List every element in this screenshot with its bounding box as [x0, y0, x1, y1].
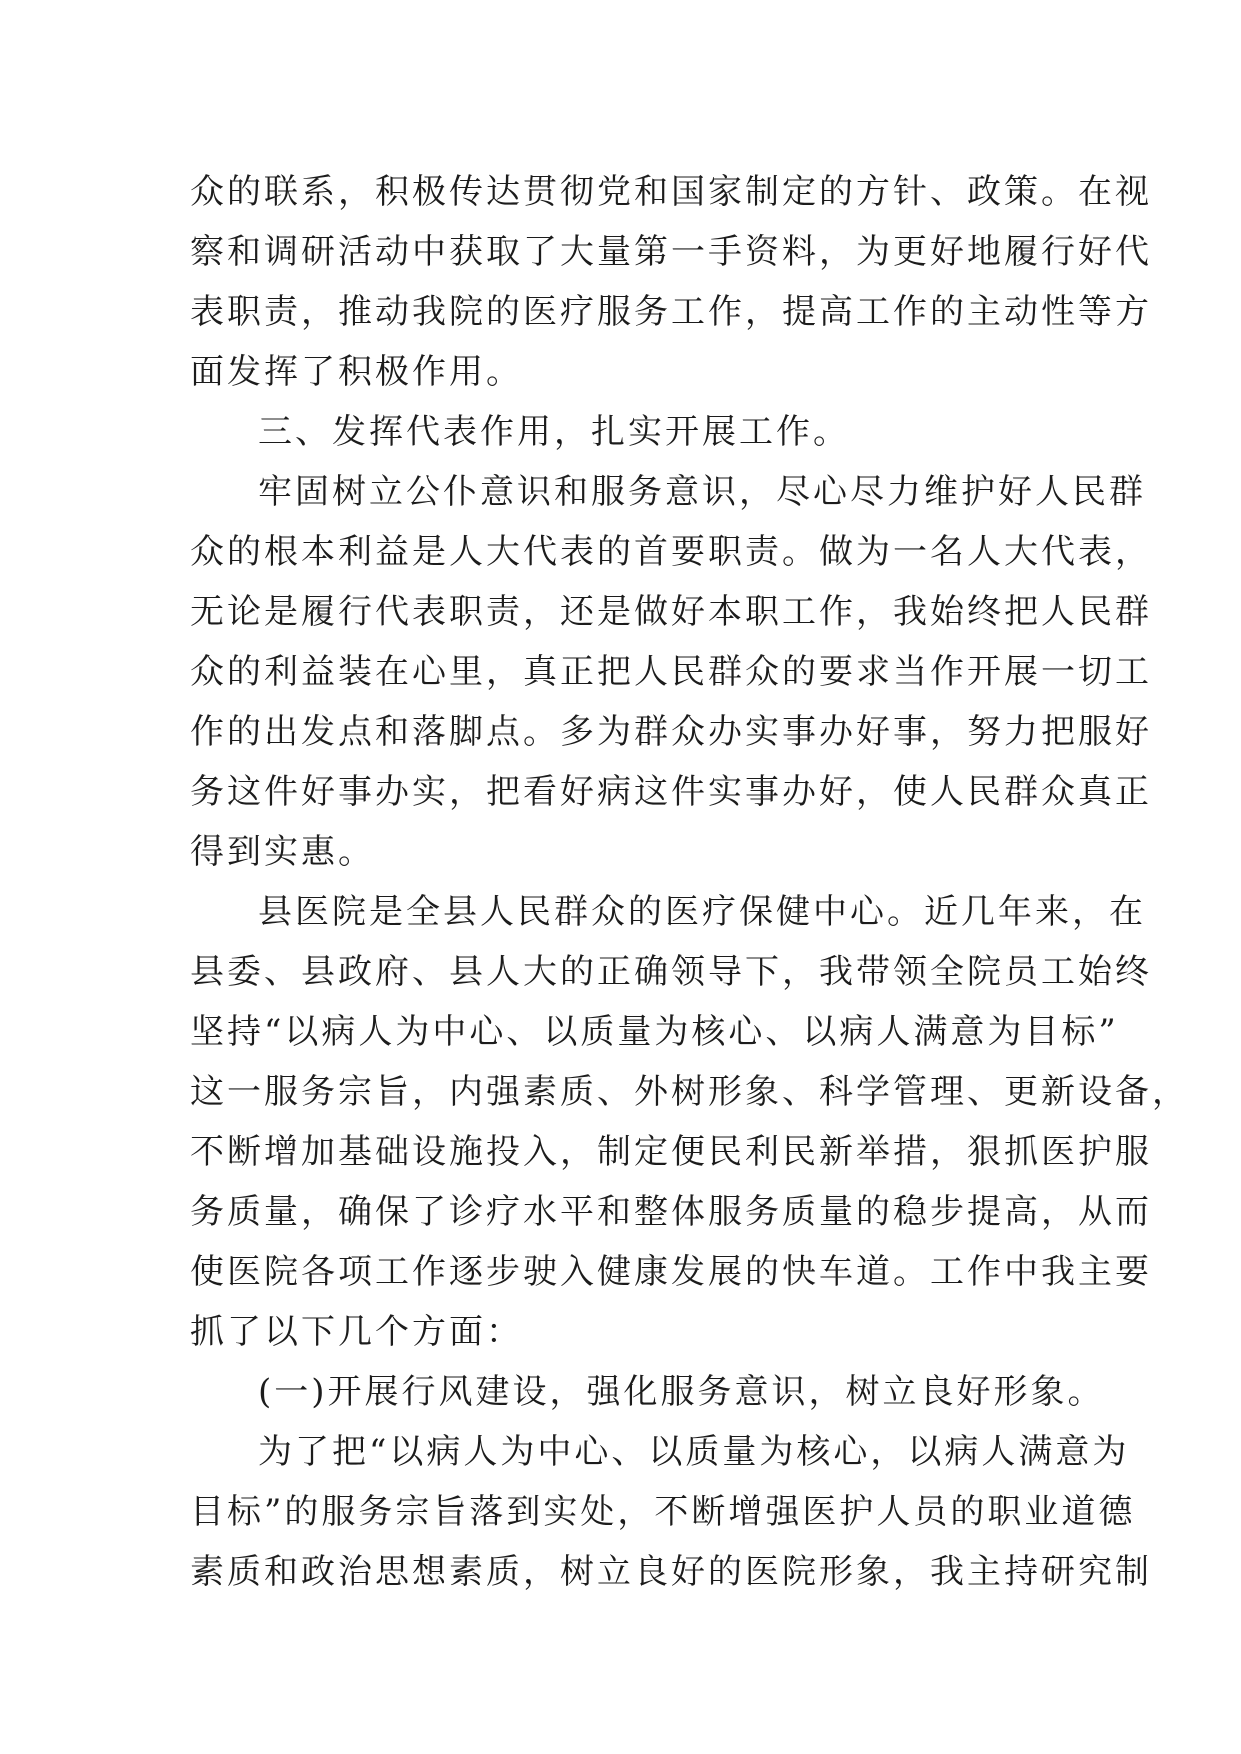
text-line: 面发挥了积极作用。	[190, 352, 523, 392]
text-line: 众的利益装在心里，真正把人民群众的要求当作开展一切工	[190, 652, 1152, 692]
text-line: 坚持“以病人为中心、以质量为核心、以病人满意为目标”	[190, 1012, 1119, 1052]
text-line: 这一服务宗旨，内强素质、外树形象、科学管理、更新设备，	[190, 1072, 1189, 1112]
text-line: 抓了以下几个方面：	[190, 1312, 523, 1352]
document-body	[190, 162, 1189, 1602]
text-line: 县医院是全县人民群众的医疗保健中心。近几年来，在	[258, 892, 1146, 932]
text-line: 无论是履行代表职责，还是做好本职工作，我始终把人民群	[190, 592, 1152, 632]
text-line: (一)开展行风建设，强化服务意识，树立良好形象。	[258, 1372, 1105, 1412]
text-line: 使医院各项工作逐步驶入健康发展的快车道。工作中我主要	[190, 1252, 1152, 1292]
text-line: 得到实惠。	[190, 832, 375, 872]
text-line: 务这件好事办实，把看好病这件实事办好，使人民群众真正	[190, 772, 1152, 812]
text-line: 众的根本利益是人大代表的首要职责。做为一名人大代表，	[190, 532, 1152, 572]
text-line: 目标”的服务宗旨落到实处，不断增强医护人员的职业道德	[190, 1492, 1136, 1532]
text-line: 众的联系，积极传达贯彻党和国家制定的方针、政策。在视	[190, 172, 1152, 212]
text-line: 务质量，确保了诊疗水平和整体服务质量的稳步提高，从而	[190, 1192, 1152, 1232]
text-line: 三、发挥代表作用，扎实开展工作。	[258, 412, 850, 452]
text-line: 牢固树立公仆意识和服务意识，尽心尽力维护好人民群	[258, 472, 1146, 512]
text-line: 作的出发点和落脚点。多为群众办实事办好事，努力把服好	[190, 712, 1152, 752]
text-line: 素质和政治思想素质，树立良好的医院形象，我主持研究制	[190, 1552, 1152, 1592]
text-line: 县委、县政府、县人大的正确领导下，我带领全院员工始终	[190, 952, 1152, 992]
text-line: 表职责，推动我院的医疗服务工作，提高工作的主动性等方	[190, 292, 1152, 332]
text-line: 为了把“以病人为中心、以质量为核心，以病人满意为	[258, 1432, 1130, 1472]
text-line: 不断增加基础设施投入，制定便民利民新举措，狠抓医护服	[190, 1132, 1152, 1172]
text-line: 察和调研活动中获取了大量第一手资料，为更好地履行好代	[190, 232, 1152, 272]
